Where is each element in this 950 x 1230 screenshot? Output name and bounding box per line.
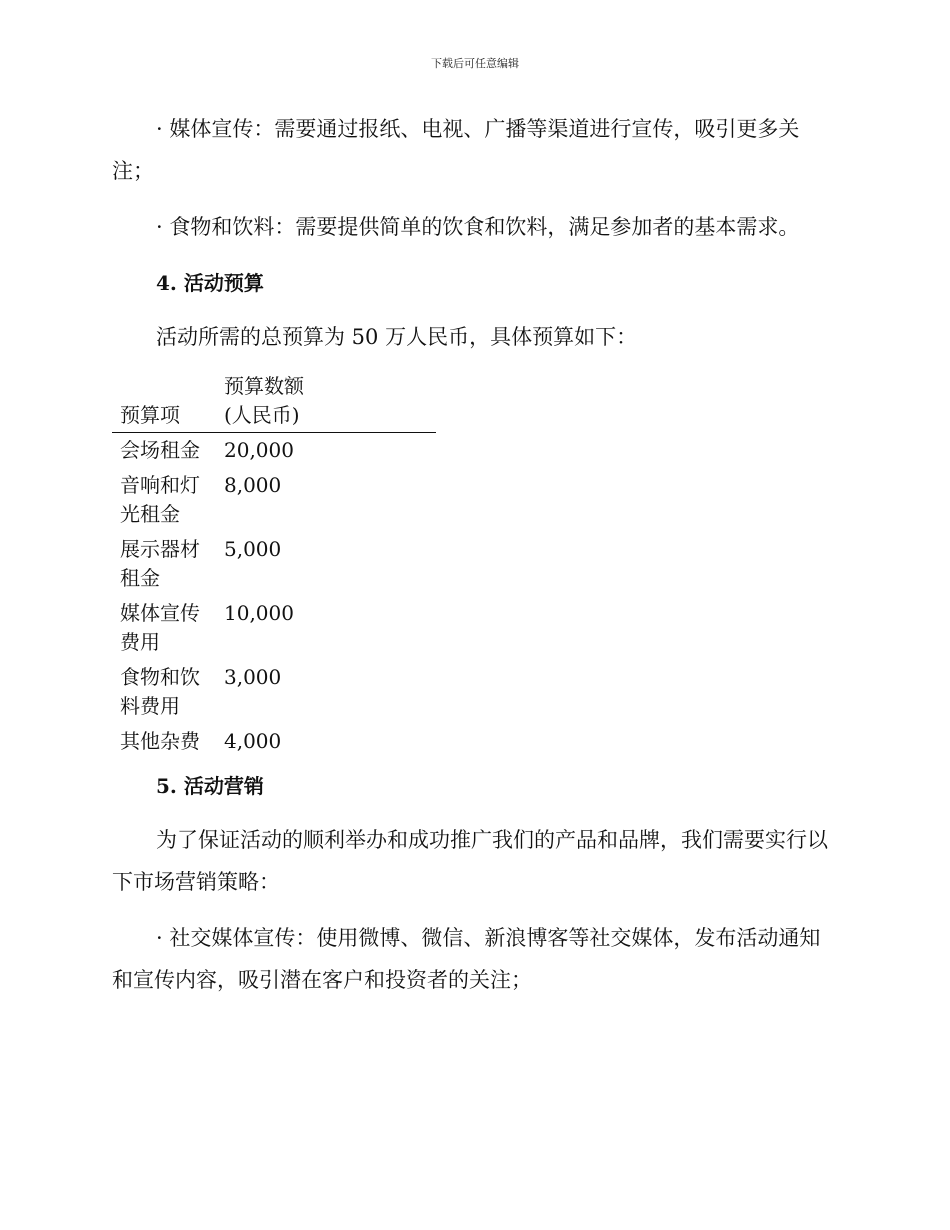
budget-amount: 4,000 [224,729,282,753]
budget-amount: 20,000 [224,438,294,462]
budget-item: 媒体宣传费用 [120,601,200,654]
food-paragraph: · 食物和饮料：需要提供简单的饮食和饮料，满足参加者的基本需求。 [156,215,800,239]
media-paragraph: · 媒体宣传：需要通过报纸、电视、广播等渠道进行宣传，吸引更多关注； [112,117,800,183]
table-row [112,433,436,469]
table-row [112,596,436,660]
budget-item: 食物和饮料费用 [120,665,200,718]
marketing-heading: 5. 活动营销 [156,774,264,798]
table-row [112,660,436,724]
document-body [112,108,832,1015]
table-row [112,724,436,759]
budget-amount: 5,000 [224,537,282,561]
budget-item: 展示器材租金 [120,537,200,590]
table-row [112,468,436,532]
budget-item: 其他杂费 [120,729,200,753]
budget-table [112,372,436,759]
page-header: 下载后可任意编辑 [431,57,519,70]
column-header-amount [216,372,436,433]
column-header-amount-text: 预算数额(人民币) [224,374,304,427]
budget-amount: 3,000 [224,665,282,689]
table-row [112,532,436,596]
budget-item: 会场租金 [120,438,200,462]
marketing-intro-paragraph: 为了保证活动的顺利举办和成功推广我们的产品和品牌，我们需要实行以下市场营销策略： [112,828,828,894]
budget-table-header-row [112,372,436,433]
budget-amount: 8,000 [224,473,282,497]
social-media-paragraph: · 社交媒体宣传：使用微博、微信、新浪博客等社交媒体，发布活动通知和宣传内容，吸引潜在客户和投资者的关注； [112,926,821,992]
budget-amount: 10,000 [224,601,294,625]
budget-heading: 4. 活动预算 [156,271,264,295]
budget-intro-paragraph: 活动所需的总预算为 50 万人民币，具体预算如下： [156,325,638,349]
budget-item: 音响和灯光租金 [120,473,200,526]
column-header-item: 预算项 [112,372,216,433]
